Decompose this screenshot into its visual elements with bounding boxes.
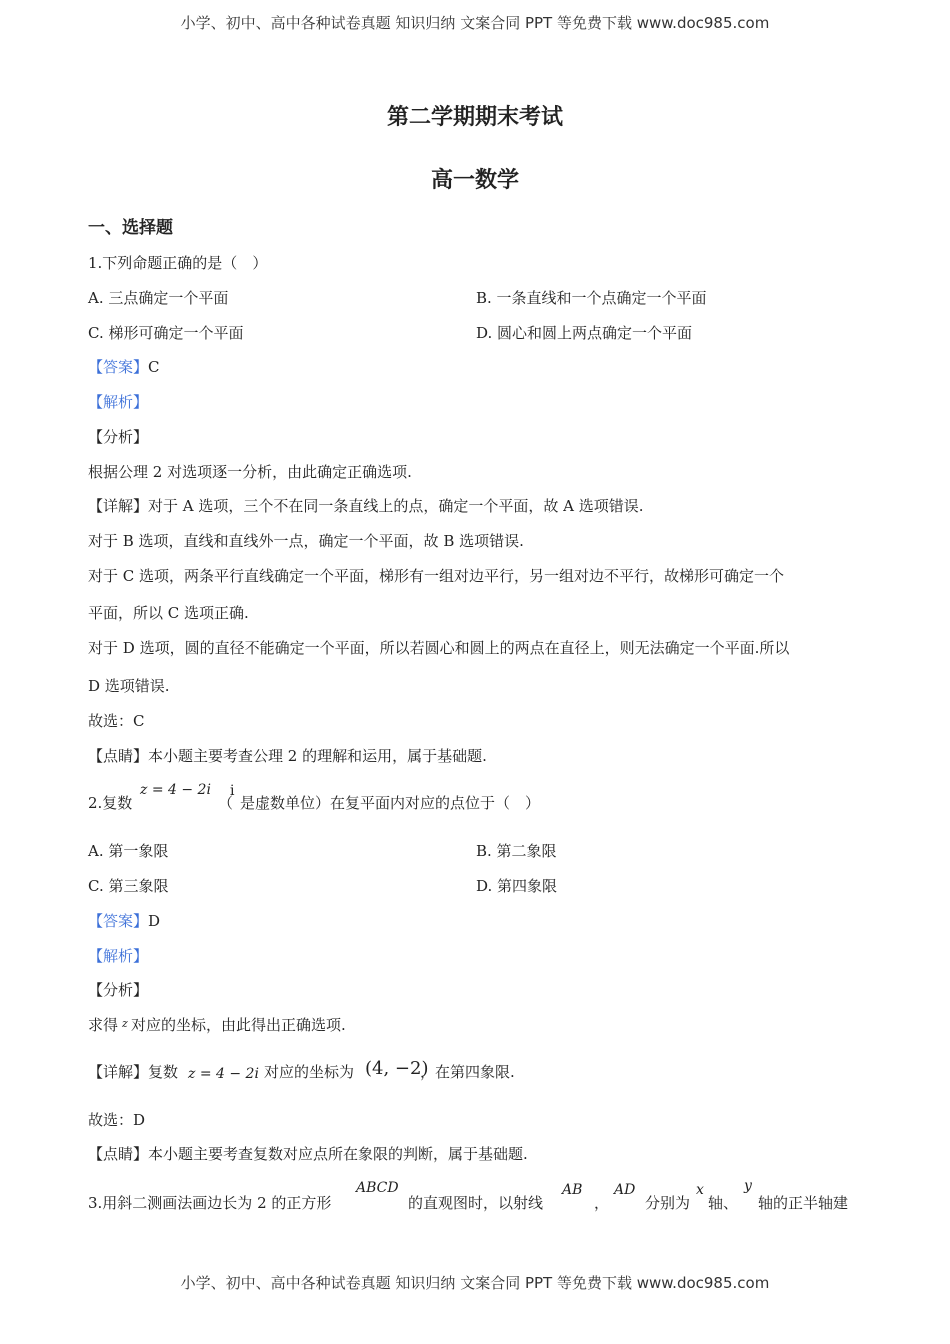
answer-tag: 【答案】 xyxy=(88,912,149,930)
q1-detail-5: 对于 D 选项，圆的直径不能确定一个平面，所以若圆心和圆上的两点在直径上，则无法确定一个平面.所以 xyxy=(88,639,790,657)
section-heading: 一、选择题 xyxy=(88,218,173,238)
q1-option-d: D. 圆心和圆上两点确定一个平面 xyxy=(476,324,693,342)
q1-option-b: B. 一条直线和一个点确定一个平面 xyxy=(476,289,707,307)
q2-answer xyxy=(88,911,160,931)
q2-detail-formula: z = 4 − 2i xyxy=(188,1066,259,1082)
q2-z-symbol: z xyxy=(122,1017,128,1030)
q2-choose: 故选：D xyxy=(88,1111,146,1129)
q3-stem-c: 分别为 xyxy=(645,1194,691,1212)
q1-stem: 1.下列命题正确的是（ ） xyxy=(88,254,268,272)
q3-x: x xyxy=(696,1182,704,1198)
q3-y: y xyxy=(744,1178,752,1194)
page-footer: 小学、初中、高中各种试卷真题 知识归纳 文案合同 PPT 等免费下载 www.doc985.com xyxy=(180,1274,770,1292)
q3-abcd: ABCD xyxy=(356,1180,399,1196)
q2-option-a: A. 第一象限 xyxy=(88,842,169,860)
q2-i-symbol: i xyxy=(230,783,235,799)
q2-formula: z = 4 − 2i xyxy=(140,782,211,798)
q3-stem-e: 轴的正半轴建 xyxy=(758,1194,849,1212)
page-header: 小学、初中、高中各种试卷真题 知识归纳 文案合同 PPT 等免费下载 www.doc985.com xyxy=(180,14,770,32)
q2-analysis-tag: 【解析】 xyxy=(88,947,149,965)
q2-stem-b: （ xyxy=(218,794,234,812)
q2-detail-a: 【详解】复数 xyxy=(88,1063,179,1081)
q2-option-c: C. 第三象限 xyxy=(88,877,169,895)
q1-choose: 故选：C xyxy=(88,712,145,730)
q1-fenxi-tag: 【分析】 xyxy=(88,428,149,446)
q2-detail-c: ，在第四象限. xyxy=(420,1063,515,1081)
page-title: 第二学期期末考试 xyxy=(386,104,563,130)
q3-ad: AD xyxy=(614,1182,636,1198)
q2-stem-c: 是虚数单位）在复平面内对应的点位于（ ） xyxy=(240,794,541,812)
q1-fenxi-text: 根据公理 2 对选项逐一分析，由此确定正确选项. xyxy=(88,463,412,481)
q2-comment: 【点睛】本小题主要考查复数对应点所在象限的判断，属于基础题. xyxy=(88,1145,528,1163)
answer-value: C xyxy=(148,358,160,376)
q2-fenxi-a: 求得 xyxy=(88,1016,119,1034)
q1-option-a: A. 三点确定一个平面 xyxy=(88,289,229,307)
q1-analysis-tag: 【解析】 xyxy=(88,393,149,411)
answer-tag: 【答案】 xyxy=(88,358,149,376)
q1-detail-6: D 选项错误. xyxy=(88,677,170,695)
q1-answer xyxy=(88,357,160,377)
q1-detail-3: 对于 C 选项，两条平行直线确定一个平面，梯形有一组对边平行，另一组对边不平行，故梯形可确定一个 xyxy=(88,567,785,585)
page-subtitle: 高一数学 xyxy=(430,167,519,193)
q1-option-c: C. 梯形可确定一个平面 xyxy=(88,324,244,342)
q1-detail-4: 平面，所以 C 选项正确. xyxy=(88,604,249,622)
q3-stem-b: 的直观图时，以射线 xyxy=(408,1194,544,1212)
q1-detail-2: 对于 B 选项，直线和直线外一点，确定一个平面，故 B 选项错误. xyxy=(88,532,524,550)
q2-fenxi-b: 对应的坐标，由此得出正确选项. xyxy=(131,1016,346,1034)
q1-detail-1: 【详解】对于 A 选项，三个不在同一条直线上的点，确定一个平面，故 A 选项错误. xyxy=(88,497,644,515)
q3-stem-d: 轴、 xyxy=(708,1194,739,1212)
q3-comma: ， xyxy=(594,1194,610,1212)
q2-detail-b: 对应的坐标为 xyxy=(264,1063,355,1081)
q2-fenxi-tag: 【分析】 xyxy=(88,981,149,999)
q2-stem-a: 2.复数 xyxy=(88,794,133,812)
q2-option-d: D. 第四象限 xyxy=(476,877,558,895)
q3-stem-a: 3.用斜二测画法画边长为 2 的正方形 xyxy=(88,1194,332,1212)
q3-ab: AB xyxy=(562,1182,583,1198)
q1-comment: 【点睛】本小题主要考查公理 2 的理解和运用，属于基础题. xyxy=(88,747,487,765)
q2-option-b: B. 第二象限 xyxy=(476,842,557,860)
q2-detail-coord: (4, −2) xyxy=(365,1058,429,1079)
answer-value: D xyxy=(148,912,161,930)
